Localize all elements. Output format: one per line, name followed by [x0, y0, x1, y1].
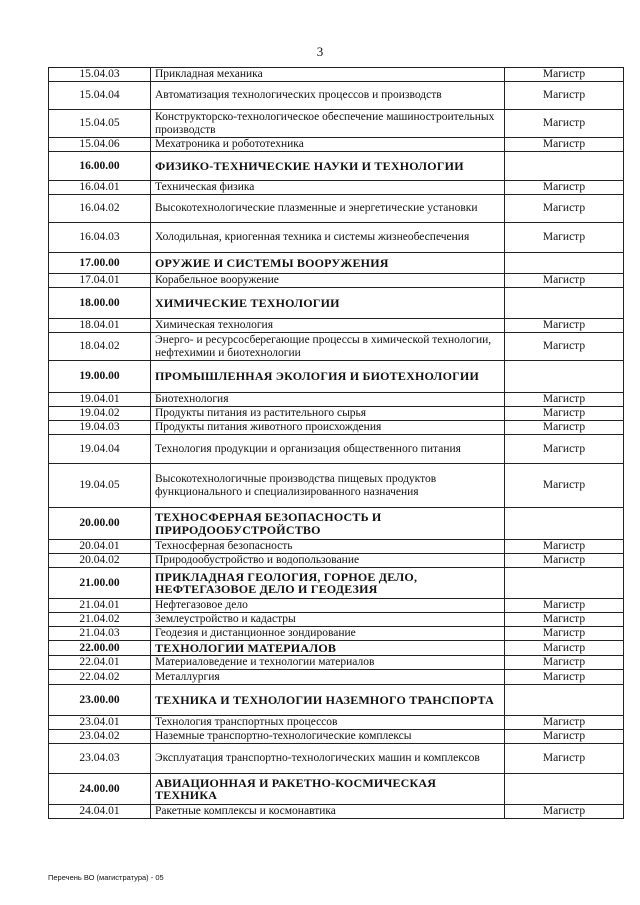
table-row — [49, 407, 624, 421]
row-name: ТЕХНОСФЕРНАЯ БЕЗОПАСНОСТЬ И ПРИРОДООБУСТРОЙСТВО — [151, 508, 505, 540]
row-code: 19.04.05 — [49, 464, 151, 508]
row-code: 20.04.02 — [49, 554, 151, 568]
row-name: Наземные транспортно-технологические комплексы — [151, 730, 505, 744]
row-code: 16.04.03 — [49, 223, 151, 253]
row-name: Химическая технология — [151, 319, 505, 333]
row-level: Магистр — [505, 613, 624, 627]
row-name: Технология транспортных процессов — [151, 716, 505, 730]
row-name: ТЕХНОЛОГИИ МАТЕРИАЛОВ — [151, 641, 505, 656]
row-name: Технология продукции и организация общественного питания — [151, 435, 505, 464]
table-row — [49, 613, 624, 627]
table-row — [49, 393, 624, 407]
specialties-table — [48, 67, 624, 819]
row-level: Магистр — [505, 319, 624, 333]
row-code: 22.04.01 — [49, 656, 151, 670]
row-code: 23.04.01 — [49, 716, 151, 730]
group-row — [49, 568, 624, 599]
row-code: 17.04.01 — [49, 274, 151, 288]
row-code: 23.04.03 — [49, 744, 151, 774]
row-level — [505, 152, 624, 181]
table-row — [49, 744, 624, 774]
row-name: Холодильная, криогенная техника и системы жизнеобеспечения — [151, 223, 505, 253]
row-name: Конструкторско-технологическое обеспечение машиностроительных производств — [151, 110, 505, 138]
row-level — [505, 568, 624, 599]
table-row — [49, 68, 624, 82]
row-level: Магистр — [505, 744, 624, 774]
row-level: Магистр — [505, 110, 624, 138]
row-code: 22.04.02 — [49, 670, 151, 685]
row-name: ФИЗИКО-ТЕХНИЧЕСКИЕ НАУКИ И ТЕХНОЛОГИИ — [151, 152, 505, 181]
table-row — [49, 82, 624, 110]
row-code: 16.04.02 — [49, 195, 151, 223]
row-code: 18.00.00 — [49, 288, 151, 319]
row-code: 18.04.01 — [49, 319, 151, 333]
row-code: 22.00.00 — [49, 641, 151, 656]
row-code: 19.00.00 — [49, 361, 151, 393]
table-row — [49, 223, 624, 253]
table-row — [49, 110, 624, 138]
row-level — [505, 774, 624, 805]
row-name: Продукты питания из растительного сырья — [151, 407, 505, 421]
table-row — [49, 540, 624, 554]
row-level: Магистр — [505, 716, 624, 730]
table-row — [49, 599, 624, 613]
row-code: 19.04.03 — [49, 421, 151, 435]
row-name: Геодезия и дистанционное зондирование — [151, 627, 505, 641]
row-code: 21.00.00 — [49, 568, 151, 599]
row-level: Магистр — [505, 670, 624, 685]
table-row — [49, 421, 624, 435]
row-code: 15.04.03 — [49, 68, 151, 82]
row-name: Автоматизация технологических процессов и производств — [151, 82, 505, 110]
row-name: Энерго- и ресурсосберегающие процессы в химической технологии, нефтехимии и биотехнологии — [151, 333, 505, 361]
table-row — [49, 805, 624, 819]
row-level: Магистр — [505, 540, 624, 554]
row-code: 21.04.03 — [49, 627, 151, 641]
footer-note: Перечень ВО (магистратура) - 05 — [48, 873, 164, 882]
row-level: Магистр — [505, 181, 624, 195]
row-code: 21.04.01 — [49, 599, 151, 613]
table-row — [49, 716, 624, 730]
row-name: Природообустройство и водопользование — [151, 554, 505, 568]
row-level: Магистр — [505, 464, 624, 508]
row-name: Техническая физика — [151, 181, 505, 195]
row-code: 23.04.02 — [49, 730, 151, 744]
row-code: 18.04.02 — [49, 333, 151, 361]
row-level — [505, 361, 624, 393]
row-name: АВИАЦИОННАЯ И РАКЕТНО-КОСМИЧЕСКАЯ ТЕХНИКА — [151, 774, 505, 805]
row-level: Магистр — [505, 223, 624, 253]
table-row — [49, 319, 624, 333]
row-name: ОРУЖИЕ И СИСТЕМЫ ВООРУЖЕНИЯ — [151, 253, 505, 274]
specialties-table-body — [49, 68, 624, 819]
table-row — [49, 138, 624, 152]
row-name: ПРОМЫШЛЕННАЯ ЭКОЛОГИЯ И БИОТЕХНОЛОГИИ — [151, 361, 505, 393]
row-level: Магистр — [505, 421, 624, 435]
row-level: Магистр — [505, 627, 624, 641]
table-row — [49, 627, 624, 641]
table-row — [49, 730, 624, 744]
row-name: ХИМИЧЕСКИЕ ТЕХНОЛОГИИ — [151, 288, 505, 319]
row-code: 15.04.05 — [49, 110, 151, 138]
row-name: Эксплуатация транспортно-технологических машин и комплексов — [151, 744, 505, 774]
group-row — [49, 641, 624, 656]
row-name: Мехатроника и робототехника — [151, 138, 505, 152]
row-level: Магистр — [505, 554, 624, 568]
row-code: 20.04.01 — [49, 540, 151, 554]
row-code: 16.04.01 — [49, 181, 151, 195]
row-level: Магистр — [505, 599, 624, 613]
row-code: 15.04.06 — [49, 138, 151, 152]
row-code: 20.00.00 — [49, 508, 151, 540]
row-name: Корабельное вооружение — [151, 274, 505, 288]
row-name: ПРИКЛАДНАЯ ГЕОЛОГИЯ, ГОРНОЕ ДЕЛО, НЕФТЕГАЗОВОЕ ДЕЛО И ГЕОДЕЗИЯ — [151, 568, 505, 599]
group-row — [49, 508, 624, 540]
table-row — [49, 195, 624, 223]
group-row — [49, 253, 624, 274]
row-level: Магистр — [505, 641, 624, 656]
row-level: Магистр — [505, 407, 624, 421]
row-name: Материаловедение и технологии материалов — [151, 656, 505, 670]
row-level — [505, 253, 624, 274]
group-row — [49, 685, 624, 716]
row-code: 15.04.04 — [49, 82, 151, 110]
page-number: 3 — [316, 44, 324, 59]
row-level: Магистр — [505, 730, 624, 744]
row-name: Продукты питания животного происхождения — [151, 421, 505, 435]
row-level — [505, 288, 624, 319]
row-name: Техносферная безопасность — [151, 540, 505, 554]
row-name: Биотехнология — [151, 393, 505, 407]
row-level: Магистр — [505, 82, 624, 110]
row-name: Ракетные комплексы и космонавтика — [151, 805, 505, 819]
group-row — [49, 152, 624, 181]
row-level: Магистр — [505, 435, 624, 464]
row-name: Прикладная механика — [151, 68, 505, 82]
row-level: Магистр — [505, 656, 624, 670]
table-row — [49, 435, 624, 464]
row-level: Магистр — [505, 393, 624, 407]
row-code: 17.00.00 — [49, 253, 151, 274]
group-row — [49, 361, 624, 393]
row-code: 23.00.00 — [49, 685, 151, 716]
row-code: 19.04.01 — [49, 393, 151, 407]
table-row — [49, 274, 624, 288]
group-row — [49, 288, 624, 319]
row-name: ТЕХНИКА И ТЕХНОЛОГИИ НАЗЕМНОГО ТРАНСПОРТА — [151, 685, 505, 716]
row-code: 21.04.02 — [49, 613, 151, 627]
table-row — [49, 181, 624, 195]
table-row — [49, 554, 624, 568]
row-level — [505, 685, 624, 716]
row-level: Магистр — [505, 333, 624, 361]
row-code: 24.04.01 — [49, 805, 151, 819]
row-code: 16.00.00 — [49, 152, 151, 181]
group-row — [49, 774, 624, 805]
row-level: Магистр — [505, 138, 624, 152]
table-row — [49, 464, 624, 508]
row-level: Магистр — [505, 274, 624, 288]
row-name: Высокотехнологические плазменные и энергетические установки — [151, 195, 505, 223]
row-level: Магистр — [505, 68, 624, 82]
row-code: 19.04.04 — [49, 435, 151, 464]
row-name: Металлургия — [151, 670, 505, 685]
row-level: Магистр — [505, 195, 624, 223]
row-level — [505, 508, 624, 540]
row-name: Землеустройство и кадастры — [151, 613, 505, 627]
row-name: Нефтегазовое дело — [151, 599, 505, 613]
row-code: 24.00.00 — [49, 774, 151, 805]
row-level: Магистр — [505, 805, 624, 819]
table-row — [49, 670, 624, 685]
row-code: 19.04.02 — [49, 407, 151, 421]
table-row — [49, 333, 624, 361]
table-row — [49, 656, 624, 670]
row-name: Высокотехнологичные производства пищевых продуктов функционального и специализированного назначения — [151, 464, 505, 508]
